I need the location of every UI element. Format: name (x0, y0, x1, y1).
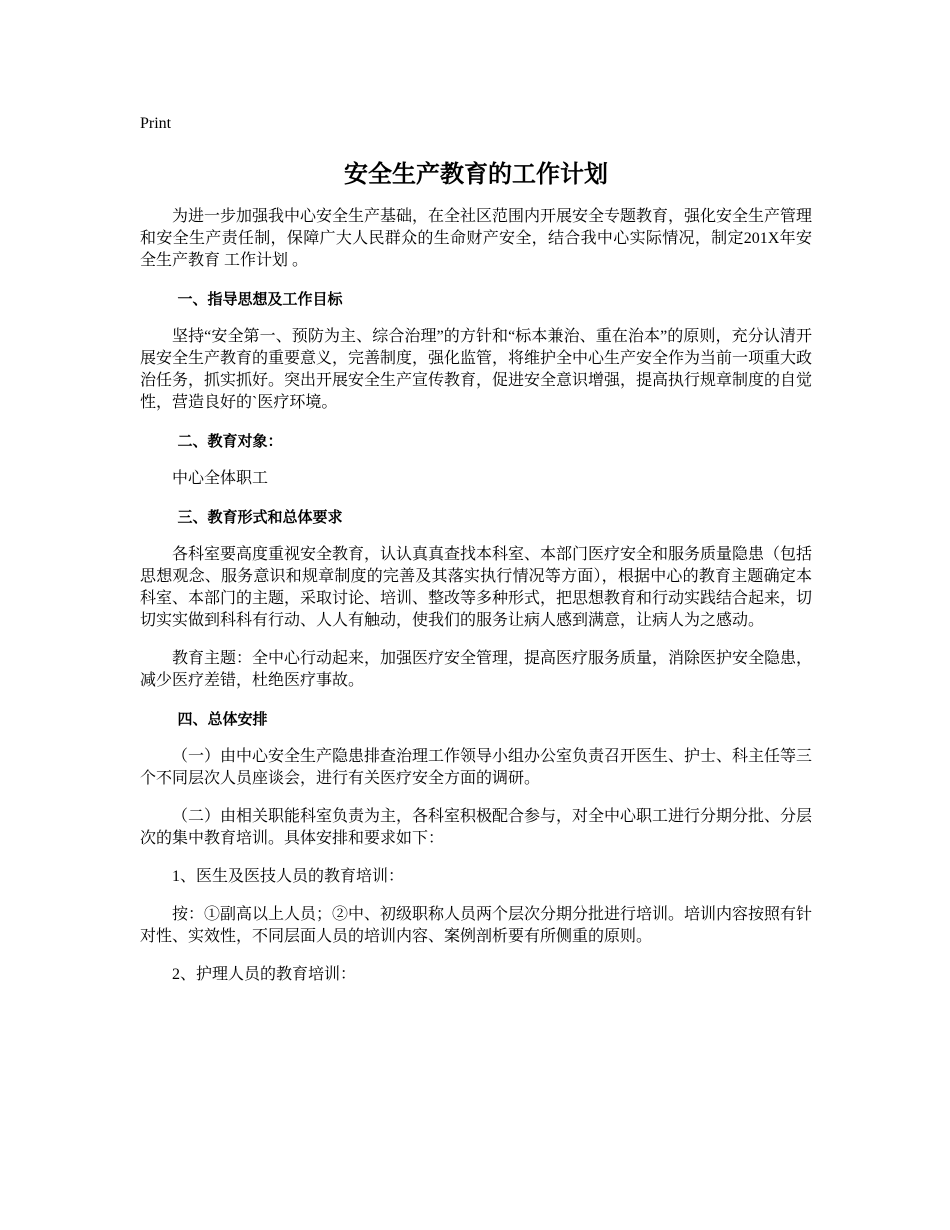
section-heading-education-target: 二、教育对象： (177, 432, 283, 450)
education-target-paragraph: 中心全体职工 (172, 470, 269, 487)
education-theme-paragraph: 教育主题：全中心行动起来，加强医疗安全管理，提高医疗服务质量，消除医护安全隐患，减少医疗差错，杜绝医疗事故。 (140, 650, 813, 689)
guiding-ideology-paragraph: 坚持“安全第一、预防为主、综合治理”的方针和“标本兼治、重在治本”的原则，充分认清开展安全生产教育的重要意义，完善制度，强化监管，将维护全中心生产安全作为当前一项重大政治任务，抓实抓好。突出开展安全生产宣传教育，促进安全意识增强，提高执行规章制度的自觉性，营造良好的`医疗环境。 (140, 328, 813, 411)
arrangement-item-1: （一）由中心安全生产隐患排查治理工作领导小组办公室负责召开医生、护士、科主任等三个不同层次人员座谈会，进行有关医疗安全方面的调研。 (140, 748, 813, 787)
education-form-paragraph: 各科室要高度重视安全教育，认认真真查找本科室、本部门医疗安全和服务质量隐患（包括思想观念、服务意识和规章制度的完善及其落实执行情况等方面），根据中心的教育主题确定本科室、本部门的主题，采取讨论、培训、整改等多种形式，把思想教育和行动实践结合起来，切切实实做到科科有行动、人人有触动，使我们的服务让病人感到满意，让病人为之感动。 (140, 546, 813, 629)
section-heading-education-form: 三、教育形式和总体要求 (177, 508, 343, 526)
section-heading-guiding-ideology: 一、指导思想及工作目标 (177, 290, 343, 308)
intro-paragraph: 为进一步加强我中心安全生产基础，在全社区范围内开展安全专题教育，强化安全生产管理和安全生产责任制，保障广大人民群众的生命财产安全，结合我中心实际情况，制定201X年安全生产教育 工作计划 。 (140, 208, 813, 269)
arrangement-item-2: （二）由相关职能科室负责为主，各科室积极配合参与，对全中心职工进行分期分批、分层次的集中教育培训。具体安排和要求如下： (140, 808, 813, 847)
document-title: 安全生产教育的工作计划 (344, 160, 608, 188)
print-label: Print (140, 115, 172, 132)
doctor-training-title: 1、医生及医技人员的教育培训： (172, 868, 405, 885)
section-heading-overall-arrangement: 四、总体安排 (177, 710, 268, 728)
document-page (140, 114, 812, 1002)
nurse-training-title: 2、护理人员的教育培训： (172, 966, 357, 983)
doctor-training-paragraph: 按：①副高以上人员；②中、初级职称人员两个层次分期分批进行培训。培训内容按照有针对性、实效性，不同层面人员的培训内容、案例剖析要有所侧重的原则。 (140, 906, 813, 945)
